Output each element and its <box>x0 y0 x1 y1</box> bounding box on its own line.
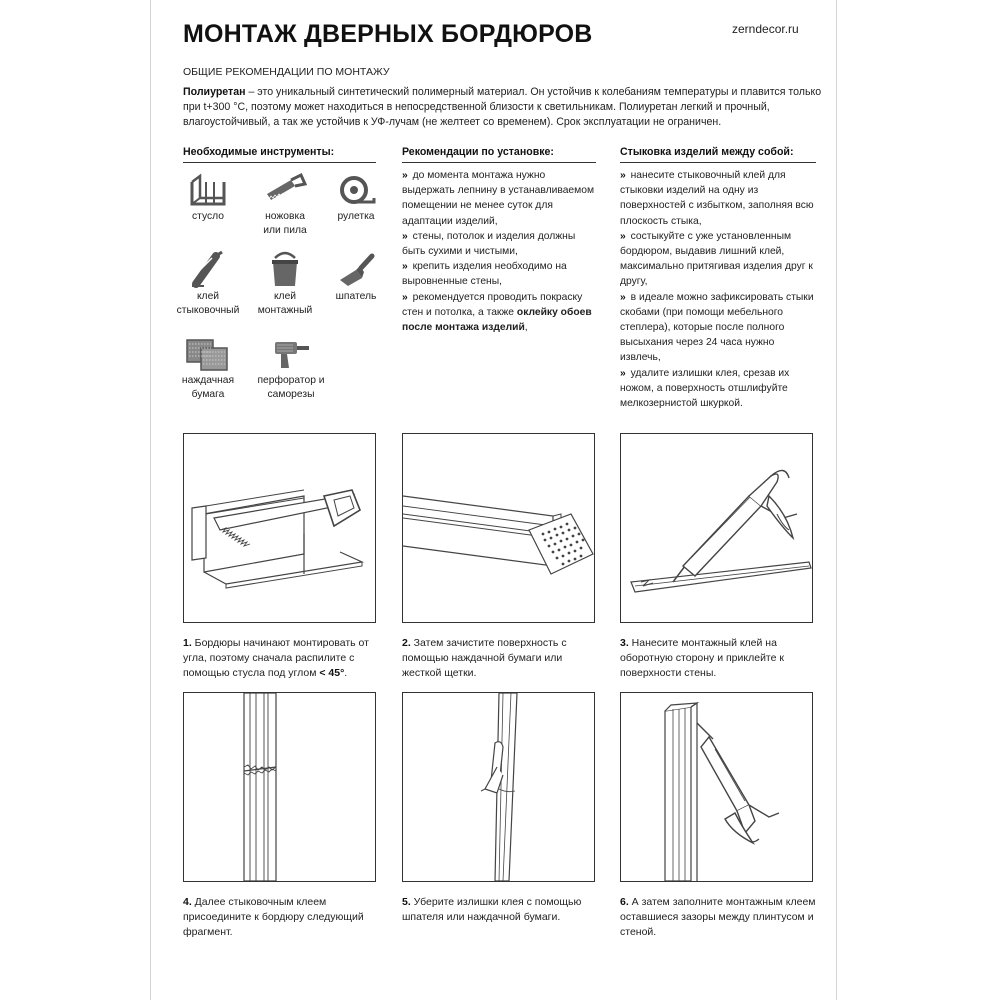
list-item: » нанесите стыковочный клей для стыковки изделий на одну из поверхностей с избытком, заполняя всю плоскость стыка, <box>620 170 814 227</box>
list-item: » состыкуйте с уже установленным бордюром, выдавив лишний клей, максимально притягивая изделия друг к другу, <box>620 230 813 288</box>
tool-tape-measure <box>318 172 394 224</box>
sandpaper-icon <box>185 336 231 372</box>
join-list <box>620 168 816 411</box>
intro-paragraph <box>183 85 823 130</box>
tool-label: наждачная <box>181 375 235 386</box>
tool-label: шпатель <box>335 291 377 302</box>
list-item: » крепить изделия необходимо на выровненные стены, <box>402 261 567 288</box>
glue-gun-apply-icon <box>621 434 812 622</box>
tool-label: клей <box>196 291 220 302</box>
tool-label-2: монтажный <box>257 305 313 316</box>
step-1-illustration <box>183 433 376 623</box>
tool-joint-glue <box>170 250 246 318</box>
intro-text: – это уникальный синтетический полимерный материал. Он устойчив к колебаниям температуры и плавится только при t+300 °С, поэтому может находиться в непосредственной близости к светильникам. Полиуретан легкий и прочный, влагоустойчивый, а так же устойчив к УФ-лучам (не желтеет со временем). Срок эксплуатации не ограничен. <box>183 86 822 128</box>
mounting-glue-bucket-icon <box>263 250 307 288</box>
step-3-illustration <box>620 433 813 623</box>
list-item: » удалите излишки клея, срезав их ножом, а поверхность отшлифуйте мелкозернистой шкуркой. <box>620 367 790 410</box>
tool-label: стусло <box>191 211 224 222</box>
tool-sandpaper <box>170 336 246 402</box>
step-1-caption: 1. Бордюры начинают монтировать от угла, поэтому сначала распилите с помощью стусла под углом < 45°. <box>183 637 369 679</box>
step-2-illustration <box>402 433 595 623</box>
step-6-illustration <box>620 692 813 882</box>
tool-hacksaw <box>247 172 323 238</box>
page-subtitle: ОБЩИЕ РЕКОМЕНДАЦИИ ПО МОНТАЖУ <box>183 66 390 78</box>
step-4-illustration <box>183 692 376 882</box>
drill-icon <box>269 336 313 372</box>
fill-gaps-glue-gun-icon <box>621 693 812 881</box>
tool-label: рулетка <box>337 211 375 222</box>
list-item: » до момента монтажа нужно выдержать лепнину в устанавливаемом помещении не менее суток для адаптации изделий, <box>402 170 595 227</box>
intro-bold: Полиуретан <box>183 86 246 98</box>
step-4-caption: 4. Далее стыковочным клеем присоедините к бордюру следующий фрагмент. <box>183 896 364 938</box>
tools-heading: Необходимые инструменты: <box>183 146 376 163</box>
tool-miter-box <box>170 172 246 224</box>
tool-label: клей <box>273 291 297 302</box>
tape-measure-icon <box>334 172 378 208</box>
tool-label: ножовка <box>265 211 305 222</box>
step-5-caption: 5. Уберите излишки клея с помощью шпателя или наждачной бумаги. <box>402 896 582 923</box>
site-url[interactable]: zerndecor.ru <box>732 22 799 36</box>
joint-fragments-icon <box>184 693 375 881</box>
hacksaw-icon <box>263 172 307 208</box>
tool-label-2: саморезы <box>267 389 315 400</box>
step-6-caption: 6. А затем заполните монтажным клеем оставшиеся зазоры между плинтусом и стеной. <box>620 896 816 938</box>
install-list <box>402 168 598 335</box>
joint-glue-icon <box>186 250 230 288</box>
tool-spatula <box>318 250 394 304</box>
list-item: » в идеале можно зафиксировать стыки скобами (при помощи мебельного степлера), которые после полного высыхания через 24 часа нужно извлечь, <box>620 291 814 364</box>
list-item: » стены, потолок и изделия должны быть сухими и чистыми, <box>402 230 576 258</box>
step-2-caption: 2. Затем зачистите поверхность с помощью наждачной бумаги или жесткой щетки. <box>402 637 567 679</box>
list-item: » рекомендуется проводить покраску стен и потолка, а также оклейку обоев после монтажа изделий, <box>402 291 592 334</box>
install-heading: Рекомендации по установке: <box>402 146 596 163</box>
tool-label: перфоратор и <box>257 375 325 386</box>
sanding-icon <box>403 434 594 622</box>
step-3-caption: 3. Нанесите монтажный клей на оборотную сторону и приклейте к поверхности стены. <box>620 637 784 679</box>
tool-drill <box>247 336 335 402</box>
miter-saw-cut-icon <box>184 434 375 622</box>
tool-label-2: или пила <box>263 225 307 236</box>
remove-excess-glue-icon <box>403 693 594 881</box>
page-title: МОНТАЖ ДВЕРНЫХ БОРДЮРОВ <box>183 20 593 48</box>
tool-mounting-glue <box>247 250 323 318</box>
tool-label-2: бумага <box>191 389 225 400</box>
spatula-icon <box>334 250 378 288</box>
tool-label-2: стыковочный <box>176 305 240 316</box>
miter-box-icon <box>186 172 230 208</box>
join-heading: Стыковка изделий между собой: <box>620 146 816 163</box>
step-5-illustration <box>402 692 595 882</box>
